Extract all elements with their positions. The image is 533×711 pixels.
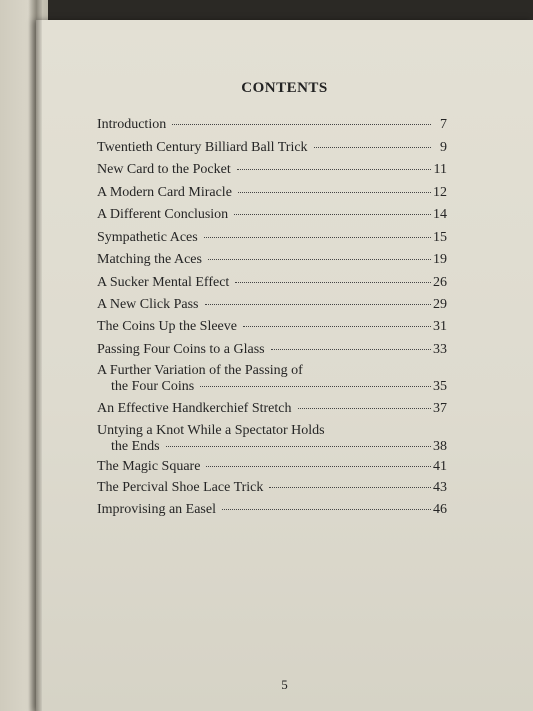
toc-entry	[97, 275, 447, 291]
dot-leader	[208, 259, 431, 260]
toc-entry	[97, 162, 447, 178]
dot-leader	[271, 349, 431, 350]
dot-leader	[166, 446, 431, 447]
toc-entry-page: 14	[433, 207, 447, 222]
contents-page	[36, 20, 533, 711]
toc-entry-title: An Effective Handkerchief Stretch	[97, 401, 292, 416]
toc-entry-page: 31	[433, 319, 447, 334]
toc-entry-page: 33	[433, 342, 447, 357]
toc-entry-title: Passing Four Coins to a Glass	[97, 342, 265, 357]
toc-entry	[97, 207, 447, 223]
toc-entry-title-continued: the Ends	[111, 439, 160, 454]
toc-entry-title-continued: the Four Coins	[111, 379, 195, 394]
table-of-contents	[36, 20, 533, 711]
toc-entry	[97, 401, 447, 417]
toc-entry	[97, 297, 447, 313]
toc-entry-page: 37	[433, 401, 447, 416]
toc-entry-title: A Further Variation of the Passing of	[97, 363, 303, 378]
toc-entry	[97, 319, 447, 335]
toc-entry-page: 41	[433, 459, 447, 474]
toc-entry-page: 15	[433, 230, 447, 245]
toc-entry-title: Twentieth Century Billiard Ball Trick	[97, 140, 308, 155]
toc-entry-page: 26	[433, 275, 447, 290]
toc-entry	[97, 502, 447, 518]
dot-leader	[205, 304, 432, 305]
toc-entry	[97, 230, 447, 246]
toc-entry-page: 46	[433, 502, 447, 517]
toc-entry-title: Matching the Aces	[97, 252, 202, 267]
dot-leader	[222, 509, 431, 510]
dot-leader	[238, 192, 431, 193]
toc-entry	[97, 423, 447, 455]
toc-entry-page: 29	[433, 297, 447, 312]
toc-entry-page: 19	[433, 252, 447, 267]
dot-leader	[237, 169, 431, 170]
toc-entry-title: A New Click Pass	[97, 297, 199, 312]
dot-leader	[172, 124, 431, 125]
toc-entry-page: 38	[433, 439, 447, 454]
page-number: 5	[281, 677, 288, 692]
toc-entry-page: 9	[440, 140, 447, 155]
page-title: CONTENTS	[241, 80, 328, 96]
toc-entry-title: A Modern Card Miracle	[97, 185, 232, 200]
toc-entry	[97, 117, 447, 133]
dot-leader	[235, 282, 431, 283]
toc-entry	[97, 363, 447, 395]
toc-entry-title: Introduction	[97, 117, 167, 132]
toc-entry	[97, 185, 447, 201]
toc-entry-title: The Percival Shoe Lace Trick	[97, 480, 264, 495]
toc-entry-page: 7	[440, 117, 447, 132]
toc-entry-page: 35	[433, 379, 447, 394]
dot-leader	[314, 147, 431, 148]
dot-leader	[200, 386, 431, 387]
toc-entry	[97, 342, 447, 358]
toc-entry-title: Improvising an Easel	[97, 502, 216, 517]
dot-leader	[204, 237, 431, 238]
dot-leader	[269, 487, 431, 488]
dot-leader	[234, 214, 431, 215]
toc-entry-page: 43	[433, 480, 447, 495]
toc-entry-title: The Coins Up the Sleeve	[97, 319, 237, 334]
toc-entry-title: New Card to the Pocket	[97, 162, 231, 177]
toc-entry-title: A Sucker Mental Effect	[97, 275, 230, 290]
toc-entry-title: The Magic Square	[97, 459, 201, 474]
toc-entry-page: 12	[433, 185, 447, 200]
toc-entry	[97, 459, 447, 475]
toc-entry-page: 11	[433, 162, 447, 177]
book-gutter	[28, 0, 42, 711]
dot-leader	[243, 326, 431, 327]
toc-entry-title: Untying a Knot While a Spectator Holds	[97, 423, 325, 438]
toc-entry	[97, 140, 447, 156]
toc-entry	[97, 480, 447, 496]
toc-entry-title: A Different Conclusion	[97, 207, 229, 222]
dot-leader	[206, 466, 431, 467]
toc-entry-title: Sympathetic Aces	[97, 230, 198, 245]
toc-entry	[97, 252, 447, 268]
dot-leader	[298, 408, 432, 409]
